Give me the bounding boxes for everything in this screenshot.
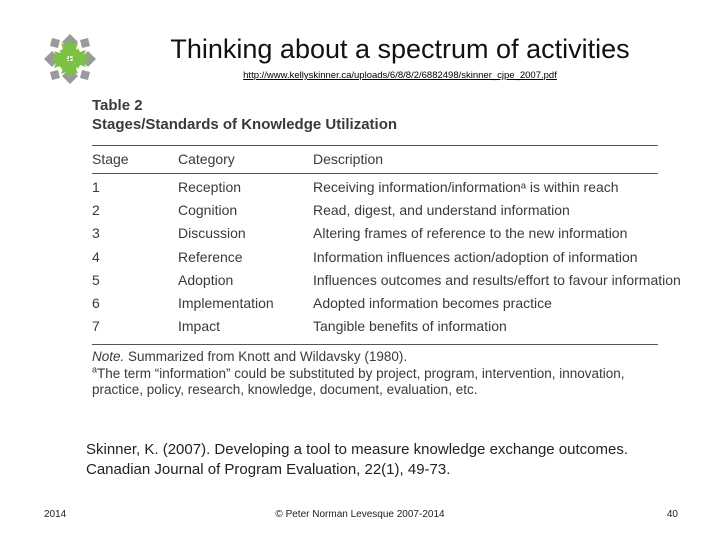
header-category: Category xyxy=(178,151,235,167)
footnote-mark: a xyxy=(92,364,98,375)
stage-cell: 5 xyxy=(92,271,100,288)
table-notes xyxy=(92,349,658,399)
table-row xyxy=(92,246,658,269)
table-row xyxy=(92,269,681,292)
citation-line-1: Skinner, K. (2007). Developing a tool to measure knowledge exchange outcomes. xyxy=(86,441,628,458)
description-cell: Adopted information becomes practice xyxy=(313,295,552,312)
table-row xyxy=(92,222,658,245)
stage-cell: 2 xyxy=(92,202,100,219)
description-cell: Information influences action/adoption of information xyxy=(313,248,638,265)
maple-leaf-logo-icon xyxy=(40,32,100,86)
table-number: Table 2 xyxy=(92,97,143,114)
category-cell: Impact xyxy=(178,318,221,335)
description-cell: Receiving information/informationᵃ is within reach xyxy=(313,179,619,195)
description-cell: Altering frames of reference to the new information xyxy=(313,225,628,242)
note-label: Note. xyxy=(92,349,125,365)
stage-cell: 6 xyxy=(92,295,100,312)
category-cell: Cognition xyxy=(178,202,238,219)
table-title: Stages/Standards of Knowledge Utilization xyxy=(92,116,398,133)
table-note xyxy=(92,349,658,366)
footnote-text: The term “information” could be substituted by project, program, intervention, innovation, practice, policy, research, knowledge, document, evaluation, etc. xyxy=(92,365,625,398)
header-stage: Stage xyxy=(92,151,129,167)
page-number: 40 xyxy=(666,509,678,520)
category-cell: Reference xyxy=(178,248,243,265)
description-cell: Tangible benefits of information xyxy=(313,318,507,335)
table-row xyxy=(92,176,658,199)
source-link[interactable]: http://www.kellyskinner.ca/uploads/6/8/8/2/6882498/skinner_cjpe_2007.pdf xyxy=(243,70,557,81)
footer-year: 2014 xyxy=(44,509,67,520)
description-cell: Influences outcomes and results/effort to favour information xyxy=(313,271,681,288)
table-row xyxy=(92,199,658,222)
stage-cell: 4 xyxy=(92,248,100,265)
category-cell: Adoption xyxy=(178,271,234,288)
header-description: Description xyxy=(313,151,384,167)
table-footnote xyxy=(92,366,658,399)
table-header-row xyxy=(92,146,658,173)
category-cell: Implementation xyxy=(178,295,274,312)
citation-line-2: Canadian Journal of Program Evaluation, 22(1), 49-73. xyxy=(86,461,451,478)
category-cell: Discussion xyxy=(178,225,246,242)
stage-cell: 7 xyxy=(92,318,100,335)
table-row xyxy=(92,315,658,338)
stage-cell: 3 xyxy=(92,225,100,242)
footer-copyright: © Peter Norman Levesque 2007-2014 xyxy=(275,509,445,520)
table-body xyxy=(92,174,681,338)
table-figure xyxy=(92,97,681,419)
note-text: Summarized from Knott and Wildavsky (1980). xyxy=(124,349,408,365)
slide-title: Thinking about a spectrum of activities xyxy=(170,34,630,64)
description-cell: Read, digest, and understand information xyxy=(313,202,570,219)
stage-cell: 1 xyxy=(92,179,100,195)
table-bottom-rule xyxy=(92,344,658,345)
citation xyxy=(86,440,696,480)
category-cell: Reception xyxy=(178,179,242,195)
table-row xyxy=(92,292,658,315)
